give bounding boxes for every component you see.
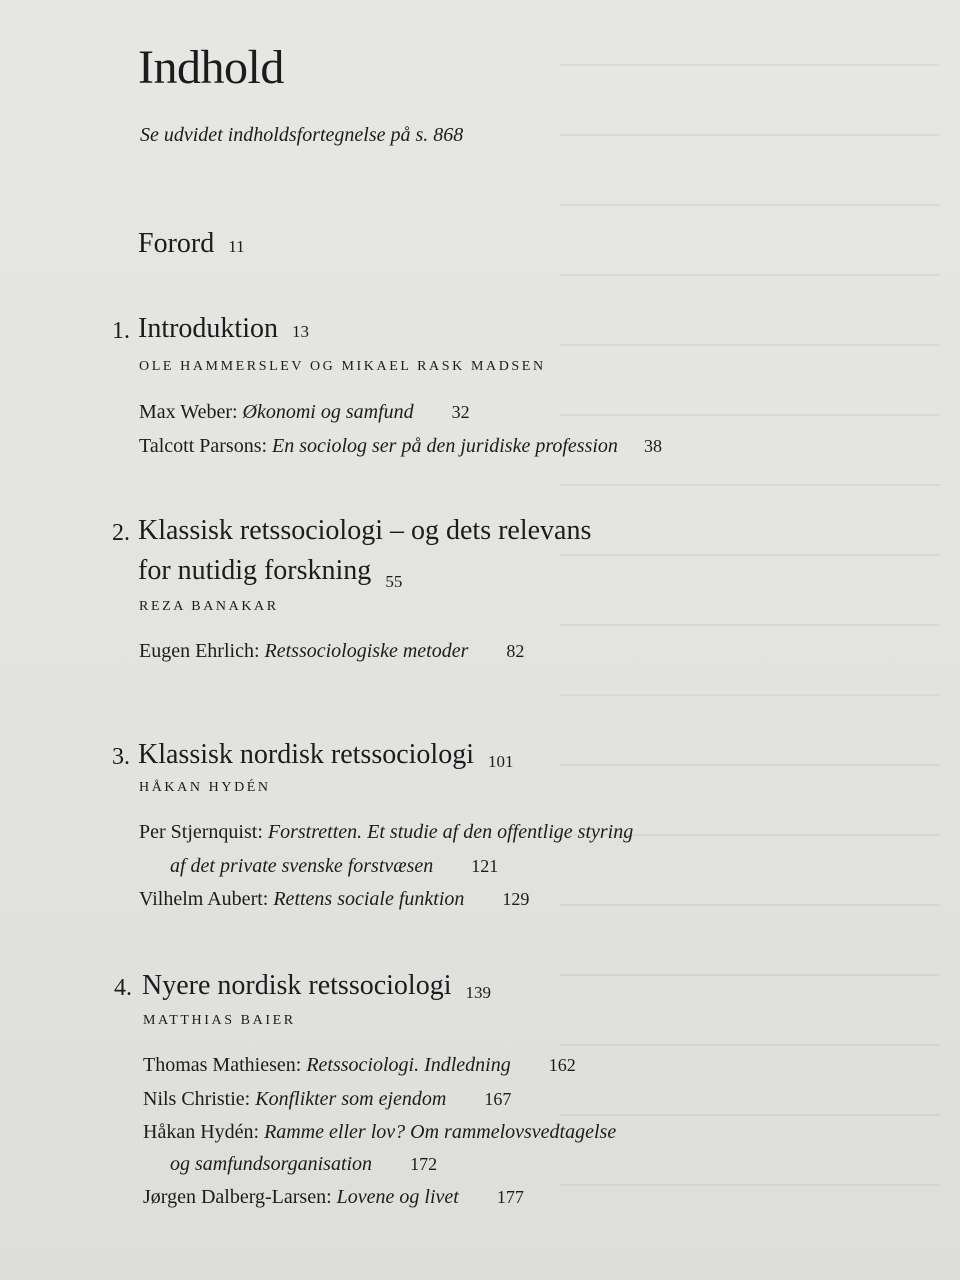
toc-forord [138, 228, 245, 260]
entry-author: Nils Christie: [143, 1088, 251, 1110]
chapter-title [138, 739, 514, 771]
entry-work: Retssociologiske metoder [264, 640, 469, 662]
show-through-texture [560, 30, 940, 1230]
entry-work: Retssociologi. Indledning [306, 1054, 511, 1076]
chapter-page: 101 [488, 752, 514, 771]
chapter-page: 139 [465, 983, 491, 1002]
entry-author: Eugen Ehrlich: [139, 640, 260, 662]
forord-page: 11 [228, 237, 245, 256]
chapter-title [138, 313, 309, 345]
chapter-title-text: Klassisk nordisk retssociologi [138, 739, 474, 770]
chapter-title-text: Nyere nordisk retssociologi [142, 970, 452, 1001]
entry-page: 167 [484, 1089, 512, 1109]
entry-work-cont: og samfundsorganisation [170, 1153, 373, 1175]
chapter-title-line2 [138, 555, 403, 591]
chapter-number: 1. [112, 318, 130, 344]
toc-entry [139, 888, 529, 911]
forord-label: Forord [138, 228, 215, 259]
entry-work: En sociolog ser på den juridiske profession [272, 435, 618, 457]
toc-entry [143, 1088, 511, 1111]
entry-author: Thomas Mathiesen: [143, 1054, 302, 1076]
toc-entry [139, 821, 633, 844]
chapter-page: 55 [385, 572, 403, 591]
entry-work: Konflikter som ejendom [255, 1088, 447, 1110]
toc-entry [139, 640, 524, 663]
toc-entry [139, 401, 470, 424]
entry-page: 38 [643, 436, 662, 456]
entry-author: Talcott Parsons: [139, 435, 268, 457]
entry-author: Jørgen Dalberg-Larsen: [143, 1186, 332, 1208]
chapter-title-text: Introduktion [138, 313, 278, 344]
chapter-author: OLE HAMMERSLEV OG MIKAEL RASK MADSEN [139, 359, 546, 374]
toc-entry [139, 435, 662, 458]
chapter-author: HÅKAN HYDÉN [139, 780, 271, 795]
entry-page: 121 [471, 856, 499, 876]
chapter-title [142, 970, 491, 1002]
toc-entry-continuation [170, 855, 498, 878]
entry-author: Max Weber: [139, 401, 238, 423]
entry-work: Økonomi og samfund [242, 401, 414, 423]
entry-work: Lovene og livet [336, 1186, 459, 1208]
entry-page: 32 [451, 402, 470, 422]
entry-page: 82 [506, 641, 525, 661]
subtitle-note: Se udvidet indholdsfortegnelse på s. 868 [140, 124, 464, 146]
chapter-title-text: for nutidig forskning [138, 555, 372, 586]
entry-page: 172 [410, 1154, 438, 1174]
chapter-title-line1: Klassisk retssociologi – og dets relevans [138, 515, 592, 546]
toc-entry-continuation [170, 1153, 437, 1176]
toc-entry [143, 1054, 576, 1077]
page-title: Indhold [138, 41, 284, 94]
entry-page: 177 [496, 1187, 524, 1207]
toc-entry [143, 1121, 616, 1144]
chapter-author: MATTHIAS BAIER [143, 1013, 296, 1028]
entry-work: Rettens sociale funktion [273, 888, 465, 910]
chapter-number: 2. [112, 520, 130, 546]
entry-work: Ramme eller lov? Om rammelovsvedtagelse [264, 1121, 617, 1143]
chapter-page: 13 [292, 322, 309, 341]
entry-author: Per Stjernquist: [139, 821, 263, 843]
chapter-number: 3. [112, 744, 130, 770]
entry-work-cont: af det private svenske forstvæsen [170, 855, 434, 877]
chapter-author: REZA BANAKAR [139, 599, 279, 614]
chapter-number: 4. [114, 975, 132, 1001]
entry-page: 162 [548, 1055, 576, 1075]
toc-entry [143, 1186, 524, 1209]
entry-work: Forstretten. Et studie af den offentlige styring [267, 821, 634, 843]
entry-author: Vilhelm Aubert: [139, 888, 269, 910]
entry-author: Håkan Hydén: [143, 1121, 260, 1143]
entry-page: 129 [502, 889, 530, 909]
